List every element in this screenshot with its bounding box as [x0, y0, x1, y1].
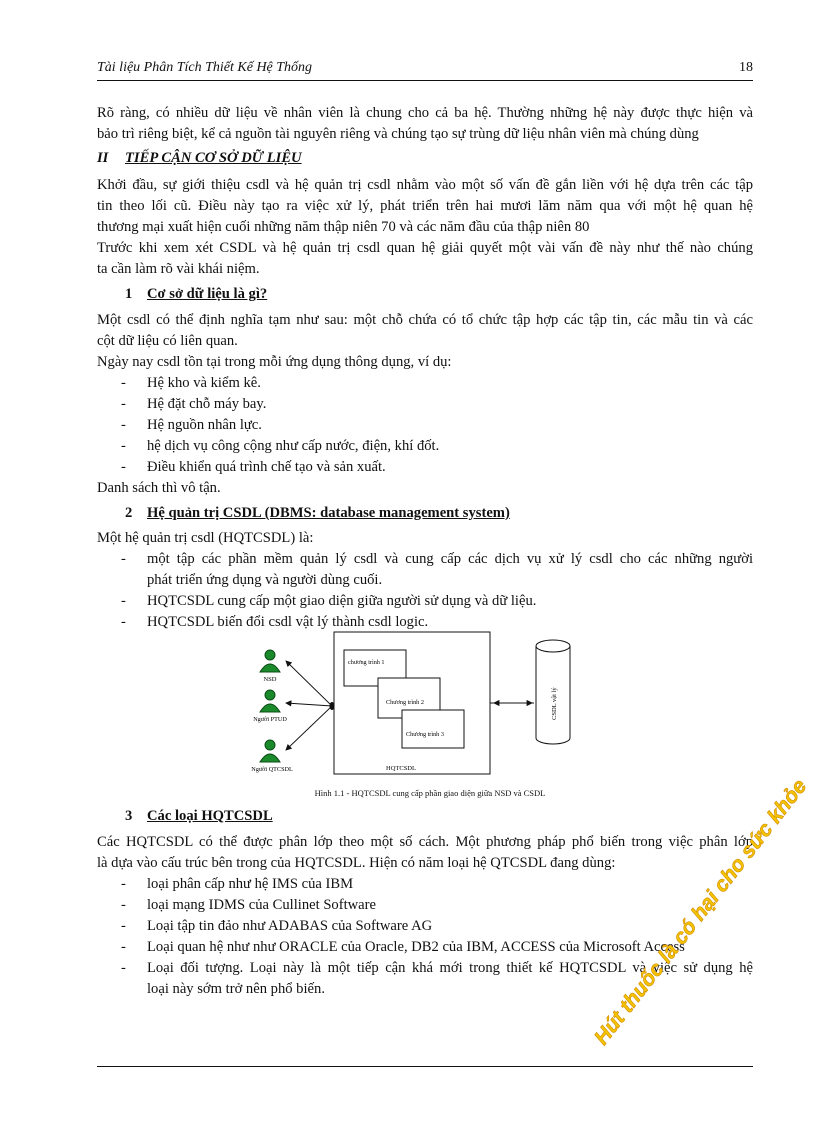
intro-line-1: Rõ ràng, có nhiều dữ liệu về nhân viên là chung cho cả ba hệ. Thường những hệ này được thực hiện và — [97, 105, 753, 121]
user-icon — [260, 690, 280, 712]
list-outro: Danh sách thì vô tận. — [97, 480, 221, 496]
definition-line: Một csdl có thể định nghĩa tạm như sau: một chỗ chứa có tổ chức tập hợp các tập tin, các mẫu tin và các — [97, 312, 753, 328]
dbms-label: HQTCSDL — [386, 765, 416, 772]
list-intro: Ngày nay csdl tồn tại trong mỗi ứng dụng thông dụng, ví dụ: — [97, 354, 452, 370]
subsection-title: Hệ quản trị CSDL (DBMS: database management system) — [147, 505, 510, 521]
paragraph-line: là dựa vào cấu trúc bên trong của HQTCSDL. Hiện có năm loại hệ QTCSDL đang dùng: — [97, 855, 616, 871]
subsection-heading-3 — [125, 808, 273, 825]
actor-label: Người PTUD — [253, 716, 287, 723]
program-box — [402, 710, 464, 748]
user-icon — [260, 740, 280, 762]
section-number: II — [97, 150, 109, 166]
figure-caption: Hình 1.1 - HQTCSDL cung cấp phần giao diện giữa NSD và CSDL — [314, 788, 546, 798]
section-paragraph-line: tin theo lối cũ. Điều này tạo ra việc xử lý, phát triển trên hai mươi lăm năm qua với một hệ quan hệ — [97, 198, 753, 214]
intro-line-2: bảo trì riêng biệt, kể cả nguồn tài nguyên riêng và chúng tạo sự trùng dữ liệu nhân viên mà chúng dùng — [97, 126, 699, 142]
subsection-number: 2 — [125, 505, 133, 521]
page-number: 18 — [739, 60, 753, 75]
subsection-heading-1 — [125, 286, 267, 303]
subsection-title: Các loại HQTCSDL — [147, 808, 273, 824]
watermark-stamp: Hút thuốc là có hại cho sức khỏe — [590, 774, 812, 1050]
section-paragraph-line: Trước khi xem xét CSDL và hệ quản trị csdl quan hệ giải quyết một vài vấn đề này như thế nào chúng — [97, 240, 753, 256]
actor-label: Người QTCSDL — [251, 766, 293, 773]
program-label: chương trình 1 — [348, 659, 385, 666]
footer-divider — [97, 1066, 753, 1067]
user-icon — [260, 650, 280, 672]
dbms-diagram — [250, 628, 610, 800]
program-label: Chương trình 2 — [386, 699, 424, 706]
section-paragraph-line: thương mại xuất hiện cuối những năm thập niên 70 và các năm đầu của thập niên 80 — [97, 219, 590, 235]
program-label: Chương trình 3 — [406, 731, 444, 738]
subsection-heading-2 — [125, 505, 510, 522]
subsection-number: 3 — [125, 808, 133, 824]
page-header — [97, 60, 753, 82]
database-label: CSDL vật lý — [551, 687, 558, 720]
section-title: TIẾP CẬN CƠ SỞ DỮ LIỆU — [125, 150, 302, 166]
section-paragraph-line: Khởi đầu, sự giới thiệu csdl và hệ quản trị csdl nhằm vào một số vấn đề gắn liền với hệ dựa trên các tập — [97, 177, 753, 193]
document-title: Tài liệu Phân Tích Thiết Kế Hệ Thống — [97, 60, 313, 75]
subsection-title: Cơ sở dữ liệu là gì? — [147, 286, 268, 302]
section-heading — [97, 150, 302, 167]
section-paragraph-line: ta cần làm rõ vài khái niệm. — [97, 261, 260, 277]
header-divider — [97, 80, 753, 81]
actor-label: NSD — [263, 676, 277, 683]
paragraph-line: Các HQTCSDL có thể được phân lớp theo một số cách. Một phương pháp phổ biến trong việc phân lớp — [97, 834, 753, 850]
subsection-number: 1 — [125, 286, 133, 302]
definition-line: cột dữ liệu có liên quan. — [97, 333, 238, 349]
list-intro: Một hệ quản trị csdl (HQTCSDL) là: — [97, 530, 314, 546]
